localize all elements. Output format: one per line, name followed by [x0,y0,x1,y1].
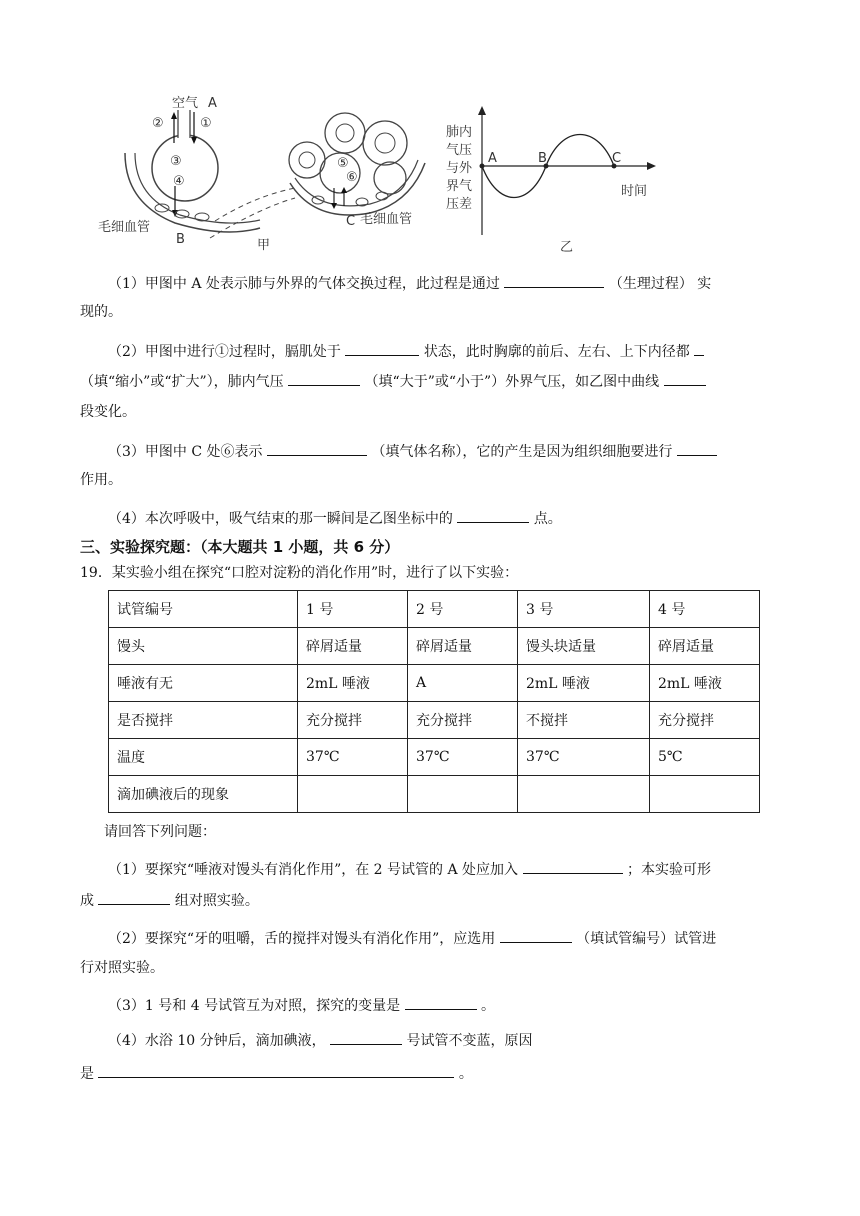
question-19-2: （2）要探究“牙的咀嚼，舌的搅拌对馒头有消化作用”，应选用 （填试管编号）试管进 [80,927,808,949]
answer-blank[interactable] [504,272,604,288]
answer-blank[interactable] [330,1029,402,1045]
table-cell: 唾液有无 [109,665,298,702]
table-cell: 2mL 唾液 [650,665,760,702]
answer-blank[interactable] [98,889,170,905]
table-cell: A [408,665,518,702]
answer-blank[interactable] [523,858,623,874]
table-cell[interactable] [650,776,760,813]
table-cell: 充分搅拌 [650,702,760,739]
marker-1: ① [200,116,212,131]
capillary-label-left: 毛细血管 [98,220,151,235]
point-a-label: A [208,96,217,111]
figure-jia-caption: 甲 [257,238,271,253]
table-cell: 充分搅拌 [298,702,408,739]
marker-2: ② [152,116,164,131]
answer-blank[interactable] [457,507,529,523]
question-19-1-cont: 成 组对照实验。 [80,889,780,911]
marker-4: ④ [173,174,185,189]
table-cell: 馒头 [109,628,298,665]
question-19-3: （3）1 号和 4 号试管互为对照，探究的变量是 。 [80,994,808,1016]
table-cell: 2mL 唾液 [518,665,650,702]
table-cell: 碎屑适量 [408,628,518,665]
point-b-label: B [176,232,185,247]
table-cell[interactable] [518,776,650,813]
answer-blank[interactable] [267,440,367,456]
answer-blank[interactable] [694,340,704,356]
question-2: （2）甲图中进行①过程时，膈肌处于 状态，此时胸廓的前后、左右、上下内径都 [80,340,808,362]
table-row [109,665,760,702]
section-title: 三、实验探究题：（本大题共 1 小题，共 6 分） [80,538,400,556]
table-cell: 温度 [109,739,298,776]
capillary-label-right: 毛细血管 [360,212,413,227]
marker-3: ③ [170,154,182,169]
alveolus-circle [152,135,218,201]
question-19-4: （4）水浴 10 分钟后，滴加碘液， 号试管不变蓝，原因 [80,1029,808,1051]
marker-6: ⑥ [346,170,358,185]
table-row [109,739,760,776]
answer-blank[interactable] [98,1062,454,1078]
table-cell: 37℃ [518,739,650,776]
question-2-end: 段变化。 [80,404,136,420]
marker-5: ⑤ [337,156,349,171]
question-3-cont: 作用。 [80,472,122,488]
question-3: （3）甲图中 C 处⑥表示 （填气体名称），它的产生是因为组织细胞要进行 [80,440,808,462]
table-cell[interactable] [298,776,408,813]
point-c-label: C [346,214,356,229]
table-cell: 3 号 [518,591,650,628]
table-cell: 试管编号 [109,591,298,628]
graph-point-c-label: C [612,151,622,166]
table-row [109,776,760,813]
table-row [109,591,760,628]
table-row [109,702,760,739]
instruction: 请回答下列问题： [104,824,216,840]
table-cell: 4 号 [650,591,760,628]
answer-blank[interactable] [500,927,572,943]
point-a [480,164,485,169]
table-cell: 不搅拌 [518,702,650,739]
question-19: 19．某实验小组在探究“口腔对淀粉的消化作用”时，进行了以下实验： [80,565,519,581]
table-cell: 37℃ [298,739,408,776]
graph-point-a-label: A [488,151,497,166]
table-cell: 馒头块适量 [518,628,650,665]
figure-yi-graph [470,100,670,240]
question-19-2-cont: 行对照实验。 [80,960,164,976]
answer-blank[interactable] [405,994,477,1010]
table-cell: 1 号 [298,591,408,628]
table-cell: 碎屑适量 [650,628,760,665]
answer-blank[interactable] [677,440,717,456]
table-cell: 37℃ [408,739,518,776]
table-cell: 充分搅拌 [408,702,518,739]
table-cell: 2 号 [408,591,518,628]
air-label: 空气 [172,96,199,111]
table-row [109,628,760,665]
table-cell: 碎屑适量 [298,628,408,665]
table-cell: 滴加碘液后的现象 [109,776,298,813]
question-19-4-cont: 是 。 [80,1062,780,1084]
question-4: （4）本次呼吸中，吸气结束的那一瞬间是乙图坐标中的 点。 [80,507,808,529]
table-cell: 5℃ [650,739,760,776]
question-19-1: （1）要探究“唾液对馒头有消化作用”，在 2 号试管的 A 处应加入 ；本实验可形 [80,858,808,880]
answer-blank[interactable] [288,370,360,386]
experiment-table [108,590,760,813]
answer-blank[interactable] [345,340,419,356]
question-1: （1）甲图中 A 处表示肺与外界的气体交换过程，此过程是通过 （生理过程） 实 [80,272,808,294]
graph-point-b-label: B [538,151,547,166]
answer-blank[interactable] [664,370,706,386]
figure-yi-caption: 乙 [560,240,574,255]
question-1-cont: 现的。 [80,304,122,320]
graph-y-label: 肺内 气压 与外 界气 压差 [446,125,473,212]
question-2-cont: （填“缩小”或“扩大”），肺内气压 （填“大于”或“小于”）外界气压，如乙图中曲线 [80,370,780,392]
table-cell: 2mL 唾液 [298,665,408,702]
table-cell[interactable] [408,776,518,813]
table-cell: 是否搅拌 [109,702,298,739]
graph-x-label: 时间 [621,184,648,199]
